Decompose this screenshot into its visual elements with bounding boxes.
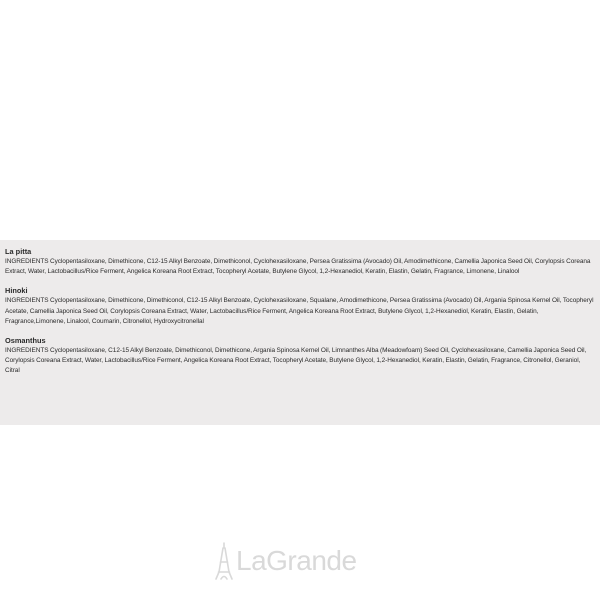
section-title: Osmanthus — [5, 336, 46, 346]
section-hinoki — [5, 286, 596, 327]
section-title: Hinoki — [5, 286, 28, 296]
watermark — [214, 541, 357, 581]
section-osmanthus — [5, 336, 596, 377]
eiffel-tower-icon — [214, 542, 234, 580]
section-la-pitta — [5, 247, 596, 277]
ingredients-text: INGREDIENTS Cyclopentasiloxane, Dimethicone, C12-15 Alkyl Benzoate, Dimethiconol, Cyclohexasiloxane, Persea Gratissima (Avocado) Oil, Amodimethicone, Camellia Japonica Seed Oil, Corylopsis Coreana Extract, Water, Lactobacillus/Rice Ferment, Angelica Koreana Root Extract, Tocopheryl Acetate, Butylene Glycol, 1,2-Hexanediol, Keratin, Elastin, Gelatin, Fragrance, Limonene, Linalool — [5, 258, 591, 276]
ingredients-text: INGREDIENTS Cyclopentasiloxane, Dimethicone, Dimethiconol, C12-15 Alkyl Benzoate, Cyclohexasiloxane, Squalane, Amodimethicone, Persea Gratissima (Avocado) Oil, Argania Spinosa Kernel Oil, Tocopheryl Acetate, Camellia Japonica Seed Oil, Corylopsis Coreana Extract, Water, Lactobacillus/Rice Ferment, Angelica Koreana Root Extract, Butylene Glycol, 1,2-Hexanediol, Keratin, Elastin, Gelatin, Fragrance,Limonene, Linalool, Coumarin, Citronellol, Hydroxycitronellal — [5, 297, 594, 325]
ingredients-text: INGREDIENTS Cyclopentasiloxane, C12-15 Alkyl Benzoate, Dimethiconol, Dimethicone, Argania Spinosa Kernel Oil, Limnanthes Alba (Meadowfoam) Seed Oil, Cyclohexasiloxane, Camellia Japonica Seed Oil, Corylopsis Coreana Extract, Water, Lactobacillus/Rice Ferment, Angelica Koreana Root Extract, Tocopheryl Acetate, Butylene Glycol, 1,2-Hexanediol, Keratin, Elastin, Gelatin, Fragrance, Citronellol, Geraniol, Citral — [5, 347, 587, 375]
ingredients-panel — [0, 240, 600, 425]
section-title: La pitta — [5, 247, 32, 256]
watermark-text: LaGrande — [236, 545, 357, 576]
